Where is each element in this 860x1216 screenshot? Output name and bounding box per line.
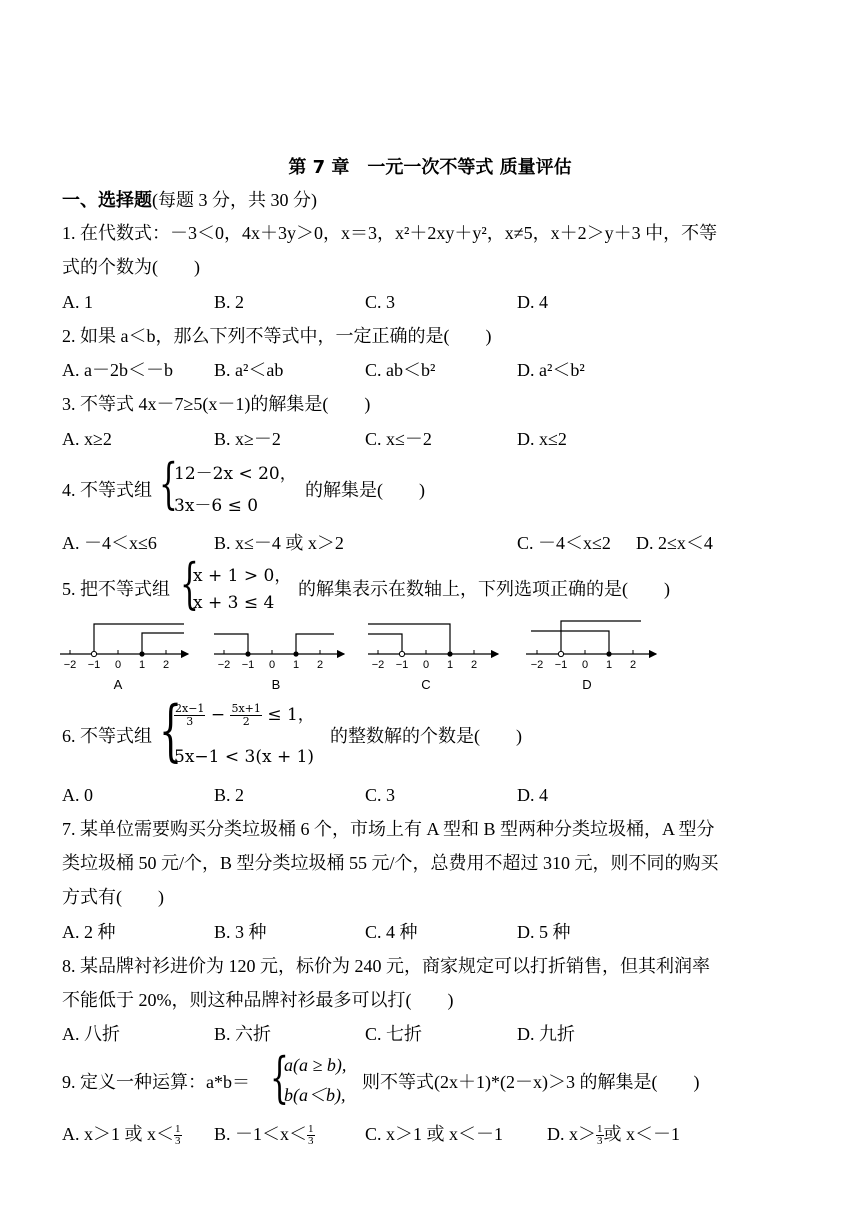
- tick-label: −2: [63, 659, 77, 671]
- q2-option-b: B. a²＜ab: [214, 360, 284, 380]
- q1-option-b: B. 2: [214, 292, 245, 312]
- numerator: 1: [308, 1123, 314, 1136]
- q7-option-b: B. 3 种: [214, 922, 267, 942]
- q5-prefix: 5. 把不等式组: [62, 579, 170, 599]
- tick-label: −2: [530, 659, 544, 671]
- number-line-c: [368, 624, 498, 692]
- q8-stem-line1: 8. 某品牌衬衫进价为 120 元，标价为 240 元，商家规定可以打折销售，但其利润率: [62, 956, 710, 976]
- q6-brace: {: [159, 692, 183, 769]
- q9-case1: a(a ≥ b),: [284, 1055, 347, 1075]
- q1-option-a: A. 1: [62, 292, 93, 312]
- numerator: 1: [597, 1123, 603, 1136]
- numerator: 1: [175, 1123, 181, 1136]
- q4-prefix: 4. 不等式组: [62, 480, 152, 500]
- denominator: 3: [308, 1135, 314, 1148]
- q8-stem-line2: 不能低于 20%，则这种品牌衬衫最多可以打( ): [62, 990, 454, 1010]
- q8-option-a: A. 八折: [62, 1024, 120, 1044]
- q7-stem-line1: 7. 某单位需要购买分类垃圾桶 6 个，市场上有 A 型和 B 型两种分类垃圾桶，A 型分: [62, 819, 715, 839]
- q1-stem-line1: 1. 在代数式：－3＜0，4x＋3y＞0，x＝3，x²＋2xy＋y²，x≠5，x＋2＞y＋3 中，不等: [62, 223, 718, 243]
- q2-option-d: D. a²＜b²: [517, 360, 585, 380]
- q9-prefix: 9. 定义一种运算：a*b＝: [62, 1072, 250, 1092]
- q4-brace: {: [159, 452, 178, 515]
- q9-option-b: [214, 1122, 315, 1147]
- number-line-b: [214, 634, 344, 692]
- tick-label: 0: [422, 659, 430, 671]
- q4-option-d: D. 2≤x＜4: [636, 533, 713, 553]
- tick-label: 0: [114, 659, 122, 671]
- q9-brace: {: [270, 1046, 289, 1109]
- q6-system-line2: 5x−1 < 3(x + 1): [174, 747, 315, 767]
- q5-suffix: 的解集表示在数轴上，下列选项正确的是( ): [298, 579, 670, 599]
- q6-option-d: D. 4: [517, 785, 548, 805]
- q6-option-c: C. 3: [365, 785, 396, 805]
- fraction: [230, 703, 261, 728]
- q7-option-c: C. 4 种: [365, 922, 418, 942]
- section-heading: [62, 188, 317, 213]
- q5-number-lines: [56, 616, 666, 694]
- q4-system-line1: 12－2x < 20，: [174, 464, 297, 484]
- number-line-d: [526, 621, 656, 692]
- tick-label: 2: [470, 659, 478, 671]
- q8-option-b: B. 六折: [214, 1024, 272, 1044]
- q3-option-c: C. x≤－2: [365, 429, 432, 449]
- denominator: 3: [186, 715, 194, 728]
- q3-option-a: A. x≥2: [62, 429, 112, 449]
- minus-sign: −: [210, 705, 226, 725]
- option-text: 或 x＜－1: [603, 1124, 680, 1144]
- q4-system-line2: 3x－6 ≤ 0: [174, 496, 259, 516]
- number-line-label: A: [113, 677, 123, 692]
- q1-option-c: C. 3: [365, 292, 396, 312]
- q7-option-d: D. 5 种: [517, 922, 571, 942]
- q8-option-d: D. 九折: [517, 1024, 575, 1044]
- q5-system-line2: x + 3 ≤ 4: [193, 593, 275, 613]
- tick-label: 0: [268, 659, 276, 671]
- q2-option-a: A. a－2b＜－b: [62, 360, 173, 380]
- q7-stem-line3: 方式有( ): [62, 887, 164, 907]
- q4-option-b: B. x≤－4 或 x＞2: [214, 533, 344, 553]
- fraction-one-third: [174, 1124, 182, 1147]
- option-text: B. －1＜x＜: [214, 1124, 308, 1144]
- tick-label: 0: [581, 659, 589, 671]
- q3-option-b: B. x≥－2: [214, 429, 281, 449]
- denominator: 2: [242, 715, 250, 728]
- number-line-label: B: [271, 677, 281, 692]
- tick-label: −1: [554, 659, 568, 671]
- tick-label: 1: [138, 659, 146, 671]
- q4-suffix: 的解集是( ): [305, 480, 425, 500]
- option-text: A. x＞1 或 x＜: [62, 1124, 174, 1144]
- q9-option-a: [62, 1122, 182, 1147]
- number-line-label: C: [421, 677, 431, 692]
- page-title: 第 7 章 一元一次不等式 质量评估: [288, 157, 572, 178]
- tick-label: −1: [87, 659, 101, 671]
- q4-option-a: A. －4＜x≤6: [62, 533, 157, 553]
- q9-option-d: [547, 1122, 680, 1147]
- tick-label: 1: [292, 659, 300, 671]
- tick-label: −2: [371, 659, 385, 671]
- q6-option-a: A. 0: [62, 785, 93, 805]
- fraction-one-third: [307, 1124, 315, 1147]
- q8-option-c: C. 七折: [365, 1024, 423, 1044]
- section-note: (每题 3 分，共 30 分): [152, 190, 317, 210]
- numerator: 2x−1: [175, 702, 205, 715]
- tick-label: 1: [446, 659, 454, 671]
- q9-option-c: C. x＞1 或 x＜－1: [365, 1124, 504, 1144]
- q6-system-line1: [174, 703, 315, 728]
- q9-case2: b(a＜b),: [284, 1085, 346, 1105]
- q4-option-c: C. －4＜x≤2: [517, 533, 611, 553]
- q9-suffix: 则不等式(2x＋1)*(2－x)＞3 的解集是( ): [362, 1072, 700, 1092]
- q3-stem: 3. 不等式 4x－7≥5(x－1)的解集是( ): [62, 394, 371, 414]
- q1-option-d: D. 4: [517, 292, 548, 312]
- q6-option-b: B. 2: [214, 785, 245, 805]
- fraction: [174, 703, 205, 728]
- q6-suffix: 的整数解的个数是( ): [330, 726, 522, 746]
- section-name: 一、选择题: [62, 190, 152, 211]
- system-tail: ≤ 1，: [267, 705, 315, 725]
- q6-prefix: 6. 不等式组: [62, 726, 152, 746]
- option-text: D. x＞: [547, 1124, 596, 1144]
- tick-label: −1: [241, 659, 255, 671]
- denominator: 3: [175, 1135, 181, 1148]
- number-line-a: [60, 624, 188, 692]
- q5-system-line1: x + 1 > 0，: [193, 566, 292, 586]
- tick-label: −1: [395, 659, 409, 671]
- fraction-one-third: [596, 1124, 604, 1147]
- tick-label: 2: [629, 659, 637, 671]
- number-line-label: D: [582, 677, 592, 692]
- tick-label: 2: [316, 659, 324, 671]
- q7-option-a: A. 2 种: [62, 922, 116, 942]
- tick-label: 1: [605, 659, 613, 671]
- tick-label: −2: [217, 659, 231, 671]
- q7-stem-line2: 类垃圾桶 50 元/个，B 型分类垃圾桶 55 元/个，总费用不超过 310 元，则不同的购买: [62, 853, 719, 873]
- denominator: 3: [597, 1135, 603, 1148]
- q2-option-c: C. ab＜b²: [365, 360, 436, 380]
- q3-option-d: D. x≤2: [517, 429, 567, 449]
- numerator: 5x+1: [231, 702, 261, 715]
- tick-label: 2: [162, 659, 170, 671]
- q2-stem: 2. 如果 a＜b，那么下列不等式中，一定正确的是( ): [62, 326, 492, 346]
- q5-brace: {: [180, 552, 199, 615]
- q1-stem-line2: 式的个数为( ): [62, 257, 200, 277]
